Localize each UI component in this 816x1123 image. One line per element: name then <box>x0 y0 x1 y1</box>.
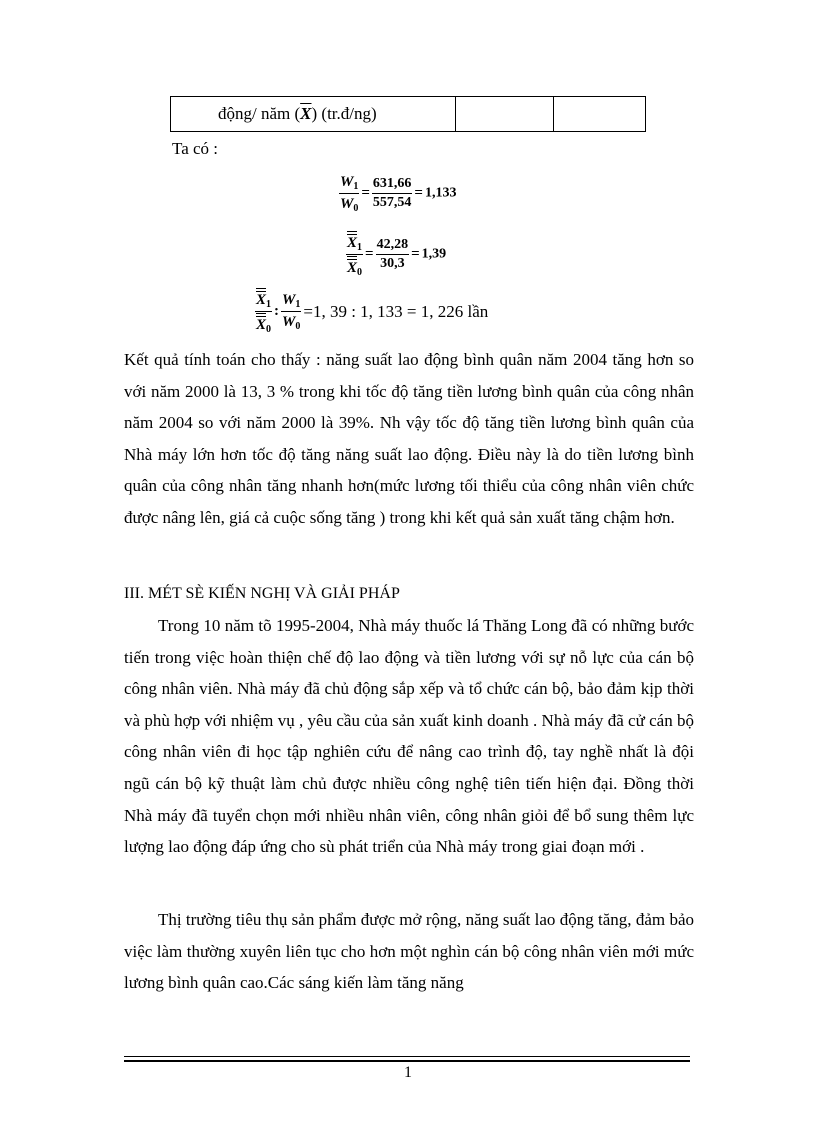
intro-text: Ta có : <box>172 139 219 158</box>
x1-subscript-2: 1 <box>266 299 272 310</box>
table-fragment <box>170 96 646 132</box>
w1-symbol: W <box>340 174 354 190</box>
x-ratio-result: 1,39 <box>421 246 447 262</box>
w0-symbol-2: W <box>282 314 296 330</box>
formula-x-ratio: $\frac{X_1}{X_0}$ = $\frac{42,28}{30,3}$ = 1,39 <box>346 231 446 278</box>
table-label-before: động/ năm ( <box>218 104 301 123</box>
formula-combined-x <box>255 288 272 335</box>
x1-symbol: X <box>347 231 357 252</box>
w0-value: 557,54 <box>372 195 412 210</box>
formula-combined-w <box>281 291 301 332</box>
table-cell-empty-2 <box>554 97 645 131</box>
page-number: 1 <box>404 1064 412 1081</box>
footer-rule-thin <box>124 1056 690 1057</box>
paragraph-analysis: Kết quả tính toán cho thấy : năng suất lao động bình quân năm 2004 tăng hơn so với năm 2000 là 13, 3 % trong khi tốc độ tăng tiền lương bình quân của công nhân năm 2004 so với năm 2000 là 39%. Nh vậy tốc độ tăng tiền lương bình quân của Nhà máy lớn hơn tốc độ tăng năng suất lao động. Điều này là do tiền lương bình quân của công nhân tăng nhanh hơn(mức lương tối thiểu của công nhân viên chức được nâng lên, giá cả cuộc sống tăng ) trong khi kết quả sản xuất tăng chậm hơn. <box>124 350 694 527</box>
formula-combined-ratio <box>255 288 488 335</box>
formula-w-lhs <box>339 173 359 214</box>
x-bar-symbol: $\overline{X}$ <box>300 104 312 123</box>
combined-ratio-result: =1, 39 : 1, 133 = 1, 226 lần <box>303 301 489 321</box>
x0-value: 30,3 <box>380 256 405 271</box>
formula-x-values <box>376 237 410 272</box>
x0-subscript-2: 0 <box>266 324 272 335</box>
w0-symbol: W <box>340 196 354 212</box>
footer-rule-thick <box>124 1060 690 1062</box>
formula-w-values <box>372 176 413 211</box>
formula-x-lhs <box>346 231 363 278</box>
table-cell-label <box>171 97 456 131</box>
x1-subscript: 1 <box>357 242 363 253</box>
x0-symbol: X <box>347 256 357 277</box>
table-cell-empty-1 <box>456 97 554 131</box>
paragraph-progress: Trong 10 năm tõ 1995-2004, Nhà máy thuốc lá Thăng Long đã có những bước tiến trong việc hoàn thiện chế độ lao động và tiền lương với sự nỗ lực của cán bộ công nhân viên. Nhà máy đã chủ động sắp xếp và tổ chức cán bộ, bảo đảm kịp thời và phù hợp với nhiệm vụ , yêu cầu của sản xuất kinh doanh . Nhà máy đã cử cán bộ công nhân viên đi học tập nghiên cứu để nâng cao trình độ, tay nghề nhất là đội ngũ cán bộ kỹ thuật làm chủ được nhiều công nghệ tiên tiến hiện đại. Đồng thời Nhà máy đã tuyển chọn mới nhiều nhân viên, công nhân giỏi để bổ sung thêm lực lượng lao động đáp ứng cho sù phát triển của Nhà máy trong giai đoạn mới . <box>124 616 694 857</box>
w1-value: 631,66 <box>372 176 413 194</box>
w1-symbol-2: W <box>282 292 296 308</box>
x1-value: 42,28 <box>376 237 410 255</box>
x1-symbol-2: X <box>256 288 266 309</box>
x0-subscript: 0 <box>357 267 363 278</box>
formula-w-ratio: $\frac{W_1}{W_0}$ = $\frac{631,66}{557,54}$ = 1,133 <box>340 174 457 214</box>
paragraph-market: Thị trường tiêu thụ sản phẩm được mở rộng, năng suất lao động tăng, đảm bảo việc làm thường xuyên liên tục cho hơn một nghìn cán bộ công nhân viên mới mức lương bình quân cao.Các sáng kiến làm tăng năng <box>124 910 694 993</box>
w0-subscript: 0 <box>353 203 359 214</box>
w0-subscript-2: 0 <box>295 321 301 332</box>
w-ratio-result: 1,133 <box>424 185 457 201</box>
colon-operator: : <box>274 303 280 319</box>
w1-subscript: 1 <box>353 181 359 192</box>
x0-symbol-2: X <box>256 313 266 334</box>
w1-subscript-2: 1 <box>295 299 301 310</box>
table-label-after: ) (tr.đ/ng) <box>311 104 377 123</box>
section-heading: III. MÉT SÈ KIẾN NGHỊ VÀ GIẢI PHÁP <box>124 585 400 602</box>
